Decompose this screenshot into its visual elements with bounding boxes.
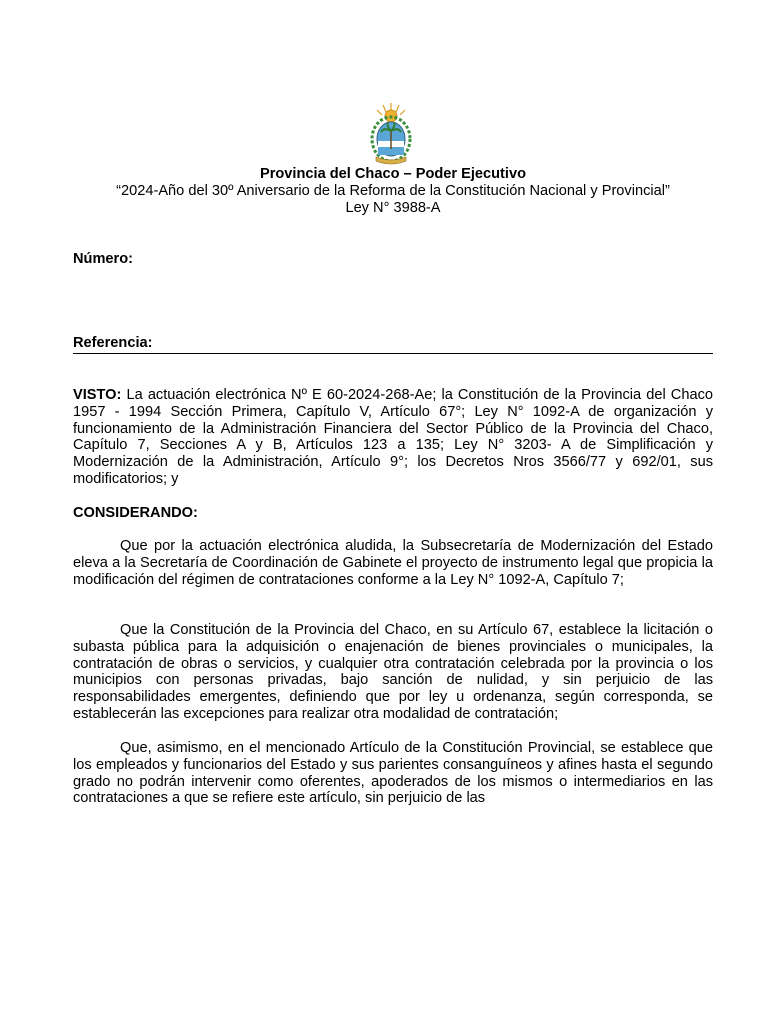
considerando-paragraph-1: Que por la actuación electrónica aludida, la Subsecretaría de Modernización del Estado eleva a la Secretaría de Coordinación de Gabinete el proyecto de instrumento legal que propicia la modificación del régimen de contrataciones conforme a la Ley N° 1092-A, Capítulo 7; — [73, 538, 713, 588]
visto-label: VISTO: — [73, 387, 122, 403]
header-law: Ley N° 3988-A — [345, 200, 441, 216]
referencia-label: Referencia: — [73, 335, 713, 354]
document-header — [73, 166, 713, 217]
visto-paragraph — [73, 387, 713, 488]
visto-text: La actuación electrónica Nº E 60-2024-268-Ae; la Constitución de la Provincia del Chaco 1957 - 1994 Sección Primera, Capítulo V, Artículo 67°; Ley N° 1092-A de organización y funcionamiento de la Administración Financiera del Sector Público de la Provincia del Chaco, Capítulo 7, Secciones A y B, Artículos 123 a 135; Ley N° 3203- A de Simplificación y Modernización de la Administración, Artículo 9°; los Decretos Nros 3566/77 y 692/01, sus modificatorios; y — [73, 387, 713, 487]
considerando-paragraph-3: Que, asimismo, en el mencionado Artículo de la Constitución Provincial, se establece que los empleados y funcionarios del Estado y sus parientes consanguíneos y afines hasta el segundo grado no podrán intervenir como oferentes, apoderados de los mismos o intermediarios en las contrataciones a que se refiere este artículo, sin perjuicio de las — [73, 740, 713, 807]
header-motto: “2024-Año del 30º Aniversario de la Reforma de la Constitución Nacional y Provincial” — [116, 183, 670, 199]
considerando-paragraph-2: Que la Constitución de la Provincia del Chaco, en su Artículo 67, establece la licitación o subasta pública para la adquisición o enajenación de bienes provinciales o municipales, la contratación de obras o servicios, y cualquier otra contratación celebrada por la provincia o los municipios con personas privadas, bajo sanción de nulidad, y sin perjuicio de las responsabilidades emergentes, definiendo que por ley u ordenanza, según corresponda, se establecerán las excepciones para realizar otra modalidad de contratación; — [73, 622, 713, 722]
considerando-label: CONSIDERANDO: — [73, 505, 198, 521]
header-organization: Provincia del Chaco – Poder Ejecutivo — [259, 166, 526, 182]
province-seal-icon — [370, 101, 412, 167]
numero-label: Número: — [73, 251, 133, 267]
